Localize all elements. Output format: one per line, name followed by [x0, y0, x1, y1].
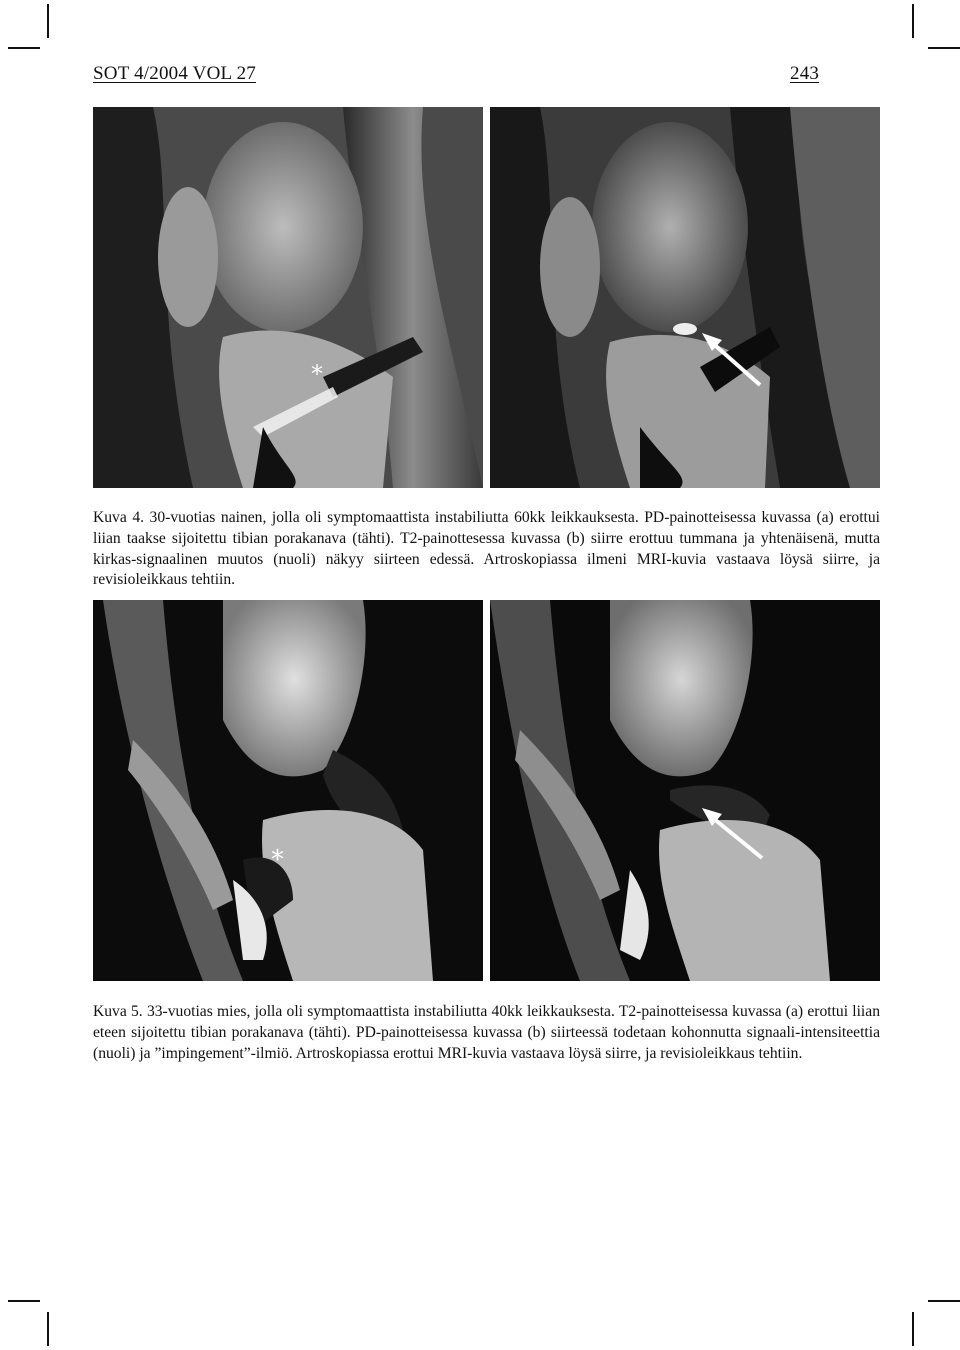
mri-image-4b: [490, 107, 880, 488]
crop-mark: [47, 4, 49, 38]
journal-header: SOT 4/2004 VOL 27: [93, 63, 256, 84]
crop-mark: [47, 1312, 49, 1346]
crop-mark: [8, 47, 40, 49]
page-number: 243: [790, 63, 820, 84]
crop-mark: [912, 1312, 914, 1346]
crop-mark: [8, 1300, 40, 1302]
crop-mark: [928, 1300, 960, 1302]
figure-4-caption-text: Kuva 4. 30-vuotias nainen, jolla oli symptomaattista instabiliutta 60kk leikkauksesta. PD-painotteisessa kuvassa (a) erottui liian taakse sijoitettu tibian porakanava (tähti). T2-painottesessa kuvassa (b) siirre erottuu tummana ja yhtenäisenä, mutta kirkas-signaalinen muutos (nuoli) näkyy siirteen edessä. Artroskopiassa ilmeni MRI-kuvia vastaava löysä siirre, ja revisioleikkaus tehtiin.: [93, 509, 880, 589]
mri-image-5a: [93, 600, 483, 981]
mri-image-5b: [490, 600, 880, 981]
svg-text:*: *: [271, 845, 284, 875]
figure-4-caption: [93, 508, 880, 591]
mri-image-4a: [93, 107, 483, 488]
figure-5-caption: [93, 1002, 880, 1064]
svg-text:*: *: [311, 360, 323, 388]
crop-mark: [912, 4, 914, 38]
crop-mark: [928, 47, 960, 49]
figure-5-caption-text: Kuva 5. 33-vuotias mies, jolla oli symptomaattista instabiliutta 40kk leikkauksesta. T2-painotteisessa kuvassa (a) erottui liian eteen sijoitettu tibian porakanava (tähti). PD-painotteisessa kuvassa (b) siirteessä todetaan kohonnutta signaali-intensiteettia (nuoli) ja ”impingement”-ilmiö. Artroskopiassa erottui MRI-kuvia vastaava löysä siirre, ja revisioleikkaus tehtiin.: [93, 1003, 880, 1062]
